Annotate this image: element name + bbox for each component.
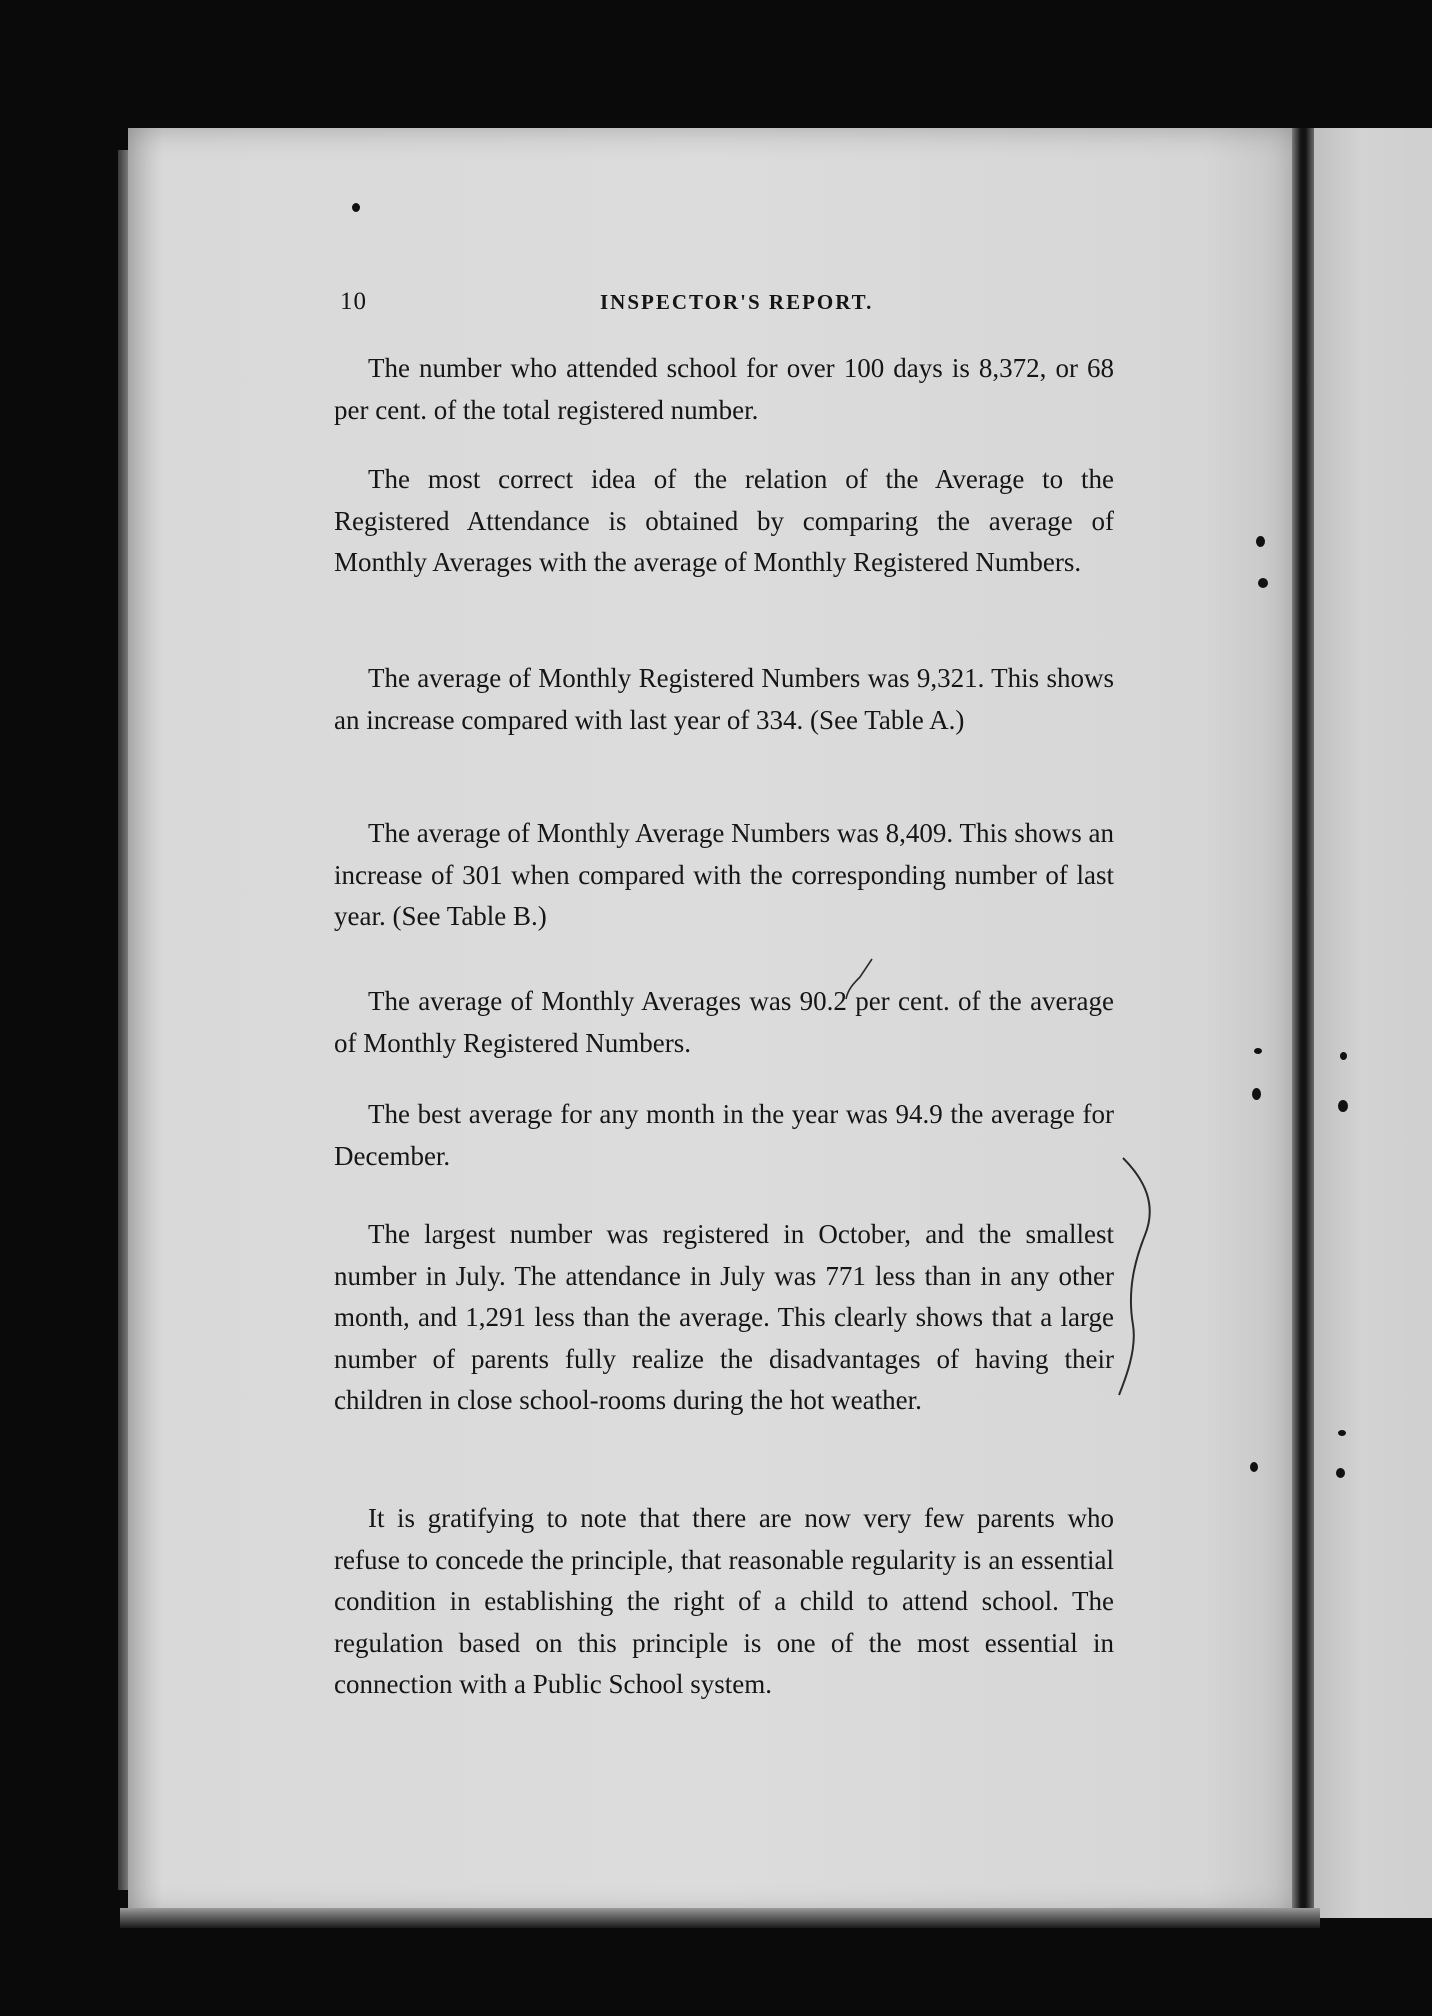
scan-speck	[1340, 1052, 1347, 1060]
scan-speck	[1338, 1430, 1346, 1436]
facing-page-edge	[1314, 128, 1432, 1918]
paragraph-text: The average of Monthly Average Numbers was 8,409. This shows an increase of 301 when compared with the corresponding number of last year. (See Table B.)	[334, 818, 1114, 932]
paragraph-text: The number who attended school for over 100 days is 8,372, or 68 per cent. of the total registered number.	[334, 353, 1114, 425]
scan-speck	[352, 203, 360, 212]
paragraph-text: The average of Monthly Registered Numbers was 9,321. This shows an increase compared with last year of 334. (See Table A.)	[334, 663, 1114, 735]
scan-speck	[1336, 1468, 1345, 1478]
paragraph-best-month	[334, 1094, 1114, 1177]
paragraph-monthly-registered	[334, 658, 1114, 741]
page-number: 10	[340, 288, 367, 315]
scan-speck	[1338, 1100, 1348, 1112]
paragraph-text: The average of Monthly Averages was 90.2 per cent. of the average of Monthly Registered Numbers.	[334, 986, 1114, 1058]
scan-speck	[1250, 1462, 1258, 1472]
paragraph-average-percent	[334, 981, 1114, 1064]
scan-speck	[1258, 578, 1268, 588]
scan-speck	[1256, 536, 1265, 547]
paragraph-text: It is gratifying to note that there are now very few parents who refuse to concede the principle, that reasonable regularity is an essential condition in establishing the right of a child to attend school. The regulation based on this principle is one of the most essential in connection with a Public School system.	[334, 1503, 1114, 1700]
paragraph-monthly-average	[334, 813, 1114, 938]
paragraph-text: The largest number was registered in October, and the smallest number in July. The attendance in July was 771 less than in any other month, and 1,291 less than the average. This clearly shows that a large number of parents fully realize the disadvantages of having their children in close school-rooms during the hot weather.	[334, 1219, 1114, 1416]
scan-speck	[1252, 1088, 1261, 1100]
scan-speck	[1254, 1048, 1262, 1054]
paragraph-largest-smallest	[334, 1214, 1114, 1422]
book-gutter	[1292, 128, 1314, 1918]
paragraph-attendance-over-100-days	[334, 348, 1114, 431]
paragraph-regularity-principle	[334, 1498, 1114, 1706]
paragraph-text: The best average for any month in the year was 94.9 the average for December.	[334, 1099, 1114, 1171]
paragraph-text: The most correct idea of the relation of the Average to the Registered Attendance is obtained by comparing the average of Monthly Averages with the average of Monthly Registered Numbers.	[334, 464, 1114, 578]
running-header-title: INSPECTOR'S REPORT.	[600, 290, 874, 314]
page-bottom-edge	[120, 1908, 1320, 1928]
paragraph-average-relation	[334, 459, 1114, 584]
